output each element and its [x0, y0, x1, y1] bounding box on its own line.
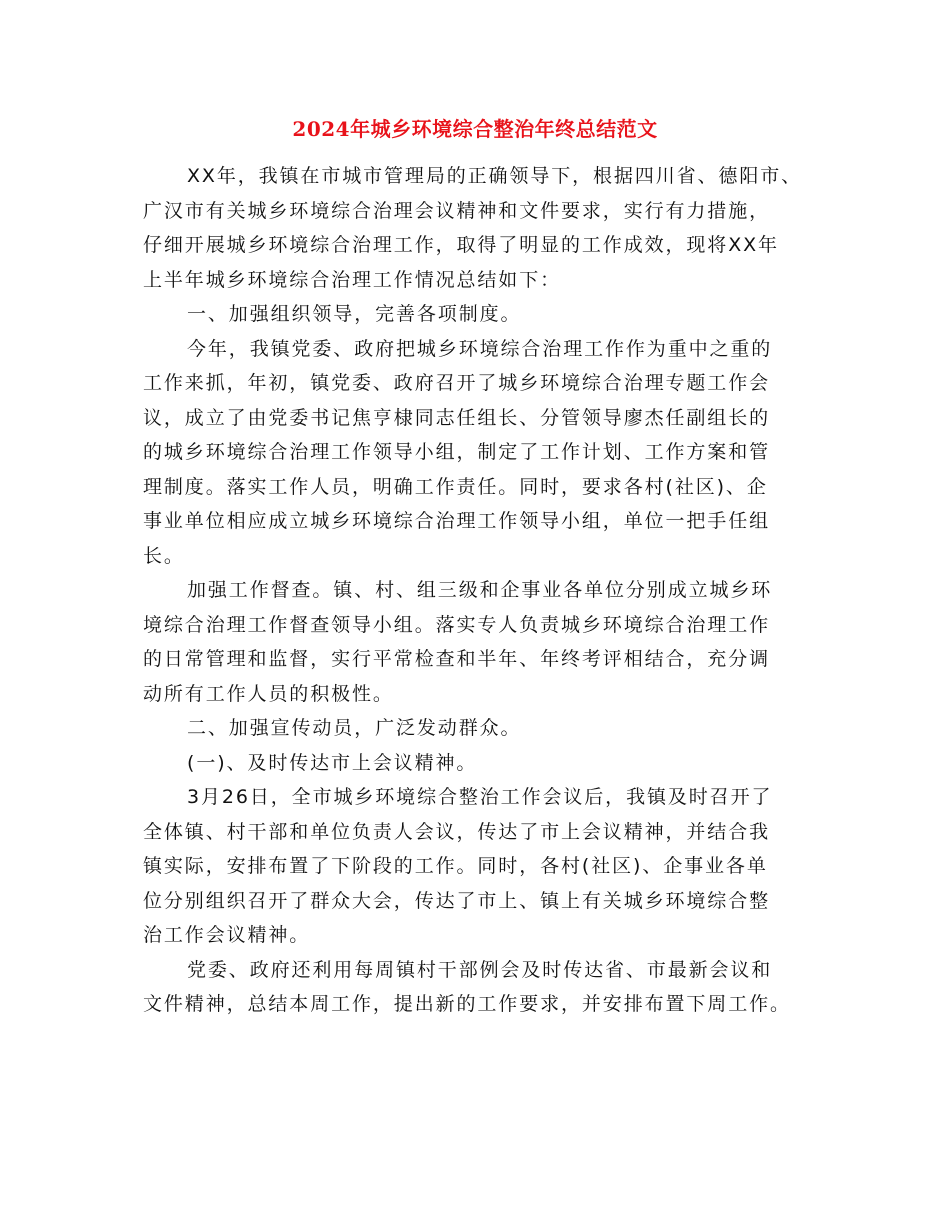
text-line: 一、加强组织领导，完善各项制度。	[187, 303, 522, 325]
text-line: 党委、政府还利用每周镇村干部例会及时传达省、市最新会议和	[187, 958, 773, 981]
text-line: (一)、及时传达市上会议精神。	[187, 751, 478, 774]
text-line: 的日常管理和监督，实行平常检查和半年、年终考评相结合，充分调	[143, 648, 771, 670]
text-line: 全体镇、村干部和单位负责人会议，传达了市上会议精神，并结合我	[143, 820, 771, 843]
text-line: 加强工作督查。镇、村、组三级和企事业各单位分别成立城乡环	[187, 579, 773, 601]
text-line: 镇实际，安排布置了下阶段的工作。同时，各村(社区)、企事业各单	[143, 855, 768, 877]
text-line: 广汉市有关城乡环境综合治理会议精神和文件要求，实行有力措施，	[143, 199, 771, 222]
text-line: 动所有工作人员的积极性。	[143, 682, 394, 705]
paragraph-organization	[143, 332, 811, 574]
text-line: 理制度。落实工作人员，明确工作责任。同时，要求各村(社区)、企	[143, 475, 768, 498]
subsection-heading-1	[143, 746, 811, 781]
text-line: 境综合治理工作督查领导小组。落实专人负责城乡环境综合治理工作	[143, 613, 771, 636]
text-line: 治工作会议精神。	[143, 924, 311, 946]
section-heading-1	[143, 297, 811, 332]
text-line: 长。	[143, 544, 185, 567]
paragraph-weekly	[143, 953, 811, 1022]
document-body	[143, 159, 811, 1022]
paragraph-supervision	[143, 573, 811, 711]
text-line: 文件精神，总结本周工作，提出新的工作要求，并安排布置下周工作。	[143, 993, 791, 1015]
text-line: 上半年城乡环境综合治理工作情况总结如下：	[143, 268, 562, 291]
text-line: 位分别组织召开了群众大会，传达了市上、镇上有关城乡环境综合整	[143, 889, 771, 912]
text-line: 议，成立了由党委书记焦亨棣同志任组长、分管领导廖杰任副组长的	[143, 406, 771, 429]
text-line: 仔细开展城乡环境综合治理工作，取得了明显的工作成效，现将XX年	[143, 234, 779, 256]
text-line: 3月26日，全市城乡环境综合整治工作会议后，我镇及时召开了	[187, 786, 773, 808]
text-line: 事业单位相应成立城乡环境综合治理工作领导小组，单位一把手任组	[143, 510, 771, 532]
section-heading-2	[143, 711, 811, 746]
text-line: 的城乡环境综合治理工作领导小组，制定了工作计划、工作方案和管	[143, 441, 771, 463]
text-line: 二、加强宣传动员，广泛发动群众。	[187, 717, 522, 739]
document-title: 2024年城乡环境综合整治年终总结范文	[292, 117, 658, 141]
text-line: 工作来抓，年初，镇党委、政府召开了城乡环境综合治理专题工作会	[143, 372, 771, 394]
paragraph-meeting	[143, 780, 811, 953]
text-line: XX年，我镇在市城市管理局的正确领导下，根据四川省、德阳市、	[187, 165, 803, 187]
text-line: 今年，我镇党委、政府把城乡环境综合治理工作作为重中之重的	[187, 337, 773, 360]
paragraph-intro	[143, 159, 811, 297]
